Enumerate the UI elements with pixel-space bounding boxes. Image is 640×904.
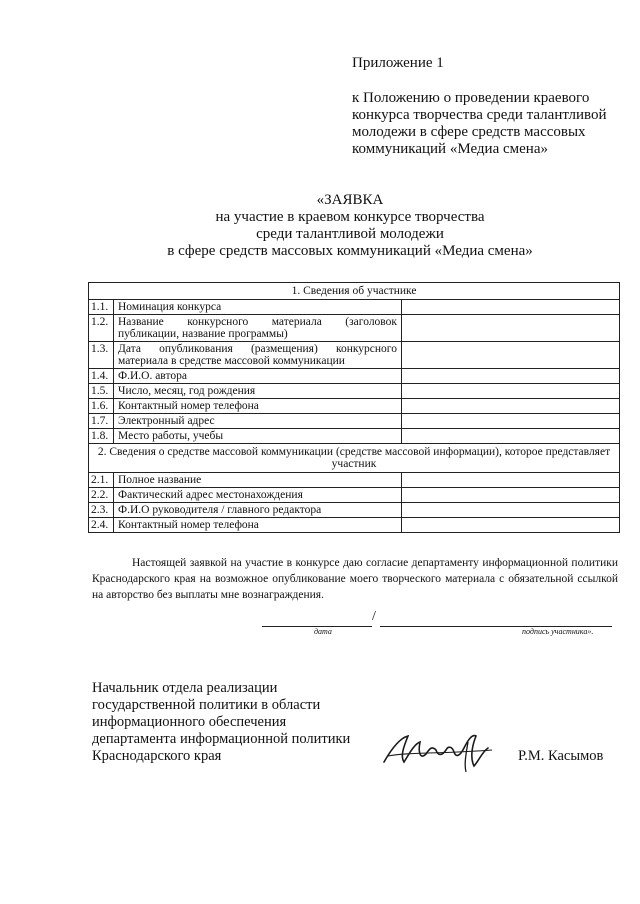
row-value-field[interactable]: [402, 300, 620, 315]
handwritten-signature: [380, 728, 498, 776]
signature-caption: подпись участника».: [522, 627, 594, 636]
row-number: 1.7.: [89, 414, 114, 429]
row-value-field[interactable]: [402, 429, 620, 444]
official-name: Р.М. Касымов: [518, 748, 604, 764]
consent-paragraph: Настоящей заявкой на участие в конкурсе даю согласие департаменту информационной политики Краснодарского края на возможное опубликование моего творческого материала с обязательной ссылкой на авторство без выплаты мне вознаграждения.: [92, 557, 618, 601]
heading-line-2: на участие в краевом конкурсе творчества: [215, 209, 485, 225]
official-title-line-3: информационного обеспечения: [92, 714, 287, 730]
row-number: 1.4.: [89, 369, 114, 384]
date-caption: дата: [314, 627, 332, 636]
row-label: Контактный номер телефона: [114, 518, 402, 533]
row-number: 1.2.: [89, 315, 114, 342]
row-value-field[interactable]: [402, 503, 620, 518]
row-number: 2.2.: [89, 488, 114, 503]
official-title-line-2: государственной политики в области: [92, 697, 321, 713]
row-value-field[interactable]: [402, 488, 620, 503]
table-row: [89, 315, 620, 342]
table-row: [89, 384, 620, 399]
row-value-field[interactable]: [402, 473, 620, 488]
row-value-field[interactable]: [402, 342, 620, 369]
row-label: Дата опубликования (размещения) конкурсного материала в средстве массовой коммуникации: [114, 342, 402, 369]
row-label: Место работы, учебы: [114, 429, 402, 444]
official-title-line-1: Начальник отдела реализации: [92, 680, 278, 696]
official-title-block: [92, 680, 392, 765]
row-number: 1.8.: [89, 429, 114, 444]
appendix-text: к Положению о проведении краевого конкурса творчества среди талантливой молодежи в сфере средств массовых коммуникаций «Медиа смена»: [352, 90, 607, 157]
row-value-field[interactable]: [402, 414, 620, 429]
table-row: [89, 503, 620, 518]
official-title-line-5: Краснодарского края: [92, 748, 222, 764]
table-row: [89, 342, 620, 369]
row-label: Электронный адрес: [114, 414, 402, 429]
table-row: [89, 429, 620, 444]
heading-line-3: среди талантливой молодежи: [256, 226, 444, 242]
official-title-line-4: департамента информационной политики: [92, 731, 351, 747]
row-label: Ф.И.О руководителя / главного редактора: [114, 503, 402, 518]
row-number: 2.1.: [89, 473, 114, 488]
row-value-field[interactable]: [402, 399, 620, 414]
separator-slash: /: [372, 609, 376, 624]
row-label: Название конкурсного материала (заголовок публикации, название программы): [114, 315, 402, 342]
row-number: 2.3.: [89, 503, 114, 518]
row-label: Число, месяц, год рождения: [114, 384, 402, 399]
heading-line-1: «ЗАЯВКА: [316, 192, 384, 208]
appendix-note: [352, 55, 622, 158]
row-label: Фактический адрес местонахождения: [114, 488, 402, 503]
table-row: [89, 414, 620, 429]
row-number: 1.1.: [89, 300, 114, 315]
application-table: [88, 282, 620, 533]
row-label: Номинация конкурса: [114, 300, 402, 315]
appendix-title: Приложение 1: [352, 55, 444, 71]
row-label: Полное название: [114, 473, 402, 488]
row-number: 1.5.: [89, 384, 114, 399]
section-1-title: 1. Сведения об участнике: [89, 283, 620, 300]
row-value-field[interactable]: [402, 315, 620, 342]
heading-line-4: в сфере средств массовых коммуникаций «Медиа смена»: [167, 243, 533, 259]
row-value-field[interactable]: [402, 384, 620, 399]
table-row: [89, 369, 620, 384]
table-row: [89, 518, 620, 533]
row-label: Ф.И.О. автора: [114, 369, 402, 384]
table-row: [89, 488, 620, 503]
table-row: [89, 300, 620, 315]
table-row: [89, 399, 620, 414]
section-2-title: 2. Сведения о средстве массовой коммуникации (средстве массовой информации), которое представляет участник: [89, 444, 620, 473]
row-label: Контактный номер телефона: [114, 399, 402, 414]
row-number: 1.6.: [89, 399, 114, 414]
row-number: 2.4.: [89, 518, 114, 533]
form-heading: [80, 192, 620, 260]
row-value-field[interactable]: [402, 369, 620, 384]
table-row: [89, 473, 620, 488]
row-value-field[interactable]: [402, 518, 620, 533]
row-number: 1.3.: [89, 342, 114, 369]
